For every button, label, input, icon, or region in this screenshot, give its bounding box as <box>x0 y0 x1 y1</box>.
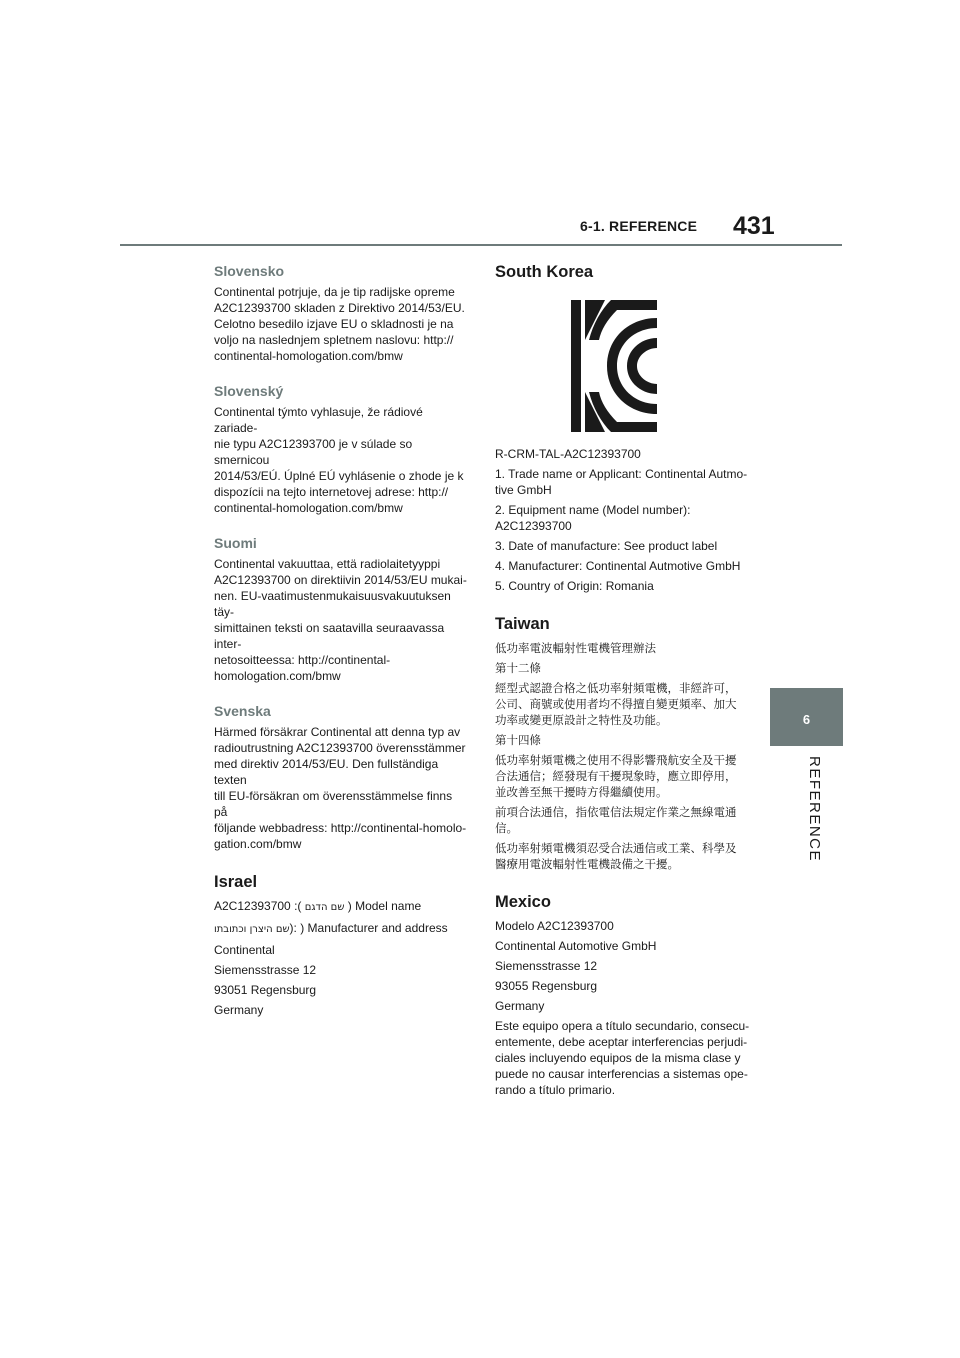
regulation-title: 低功率電波輻射性電機管理辦法 <box>495 641 656 655</box>
certification-number: R-CRM-TAL-A2C12393700 <box>495 447 641 461</box>
hebrew-manufacturer-label: שם היצרן וכתובתו <box>214 924 290 935</box>
right-column <box>495 262 751 1102</box>
section-suomi <box>214 534 468 684</box>
article-heading: 第十四條 <box>495 733 541 747</box>
address-line: 93051 Regensburg <box>214 983 317 997</box>
text-line: Continental potrjuje, da je tip radijske opreme <box>214 285 455 299</box>
text-line: ciales incluyendo equipos de la misma clase y <box>495 1051 741 1065</box>
section-heading: Slovenský <box>214 383 284 399</box>
text-line: entemente, debe aceptar interferencias perjudi- <box>495 1035 748 1049</box>
chapter-tab <box>770 688 843 746</box>
manufacturer-label: ): ) Manufacturer and address <box>289 921 448 935</box>
text-line: med direktiv 2014/53/EU. Den fullständiga texten <box>214 757 439 787</box>
korea-item <box>495 466 751 498</box>
text-line: 低功率射頻電機之使用不得影響飛航安全及干擾 <box>495 753 737 767</box>
mexico-notice <box>495 1018 751 1098</box>
text-line: A2C12393700 <box>495 519 572 533</box>
korea-item <box>495 502 751 534</box>
section-heading: Israel <box>214 873 258 891</box>
israel-model-line <box>214 898 468 916</box>
page-number: 431 <box>733 212 775 240</box>
text-line: A2C12393700 skladen z Direktivo 2014/53/EU. <box>214 301 465 315</box>
section-body <box>214 724 468 852</box>
section-heading: Mexico <box>495 893 551 911</box>
text-line: simittainen teksti on saatavilla seuraavassa inter- <box>214 621 445 651</box>
israel-manufacturer-line <box>214 920 468 938</box>
text-line: 信。 <box>495 821 518 835</box>
article-text <box>495 752 751 800</box>
kc-certification-mark-icon <box>571 300 657 432</box>
article-text <box>495 840 751 872</box>
header-section-title: 6-1. REFERENCE <box>580 218 698 234</box>
text-line: 1. Trade name or Applicant: Continental Autmo- <box>495 467 748 481</box>
text-line: 公司、商號或使用者均不得擅自變更頻率、加大 <box>495 697 737 711</box>
text-line: 經型式認證合格之低功率射頻電機，非經許可， <box>495 681 737 695</box>
section-israel <box>214 872 468 1018</box>
text-line: Continental týmto vyhlasuje, že rádiové zariade- <box>214 405 423 435</box>
section-south-korea <box>495 262 751 594</box>
text-line: Germany <box>495 999 545 1013</box>
section-svenska <box>214 702 468 852</box>
text-line: Celotno besedilo izjave EU o skladnosti je na <box>214 317 454 331</box>
text-line: rando a título primario. <box>495 1083 616 1097</box>
text-line: Siemensstrasse 12 <box>495 959 598 973</box>
text-line: puede no causar interferencias a sistemas ope- <box>495 1067 748 1081</box>
text-line: 2014/53/EÚ. Úplné EÚ vyhlásenie o zhode je k <box>214 469 464 483</box>
address-line: Germany <box>214 1003 264 1017</box>
korea-item: 4. Manufacturer: Continental Autmotive GmbH <box>495 559 741 573</box>
text-line: homologation.com/bmw <box>214 669 341 683</box>
hebrew-model-label: שם הדגם <box>304 902 345 913</box>
chapter-number: 6 <box>802 712 811 727</box>
text-line: A2C12393700 on direktiivin 2014/53/EU mukai- <box>214 573 467 587</box>
text-line: 93055 Regensburg <box>495 979 598 993</box>
text-line: continental-homologation.com/bmw <box>214 349 403 363</box>
section-slovensko <box>214 262 468 364</box>
text-line: Härmed försäkrar Continental att denna typ av <box>214 725 461 739</box>
text-line: följande webbadress: http://continental-homolo- <box>214 821 467 835</box>
article-heading: 第十二條 <box>495 661 541 675</box>
text-line: 醫療用電波輻射性電機設備之干擾。 <box>495 857 679 871</box>
address-line: Continental <box>214 943 275 957</box>
text-line: till EU-försäkran om överensstämmelse finns på <box>214 789 453 819</box>
text-line: gation.com/bmw <box>214 837 302 851</box>
text-line: 並改善至無干擾時方得繼續使用。 <box>495 785 668 799</box>
text-line: 低功率射頻電機須忍受合法通信或工業、科學及 <box>495 841 737 855</box>
text-line: voljo na naslednjem spletnem naslovu: http:// <box>214 333 454 347</box>
section-taiwan <box>495 614 751 872</box>
korea-item: 5. Country of Origin: Romania <box>495 579 654 593</box>
section-body <box>214 556 468 684</box>
header-divider <box>120 244 842 246</box>
article-text <box>495 680 751 728</box>
section-heading: Svenska <box>214 703 271 719</box>
text-line: radioutrustning A2C12393700 överensstämmer <box>214 741 466 755</box>
model-code: A2C12393700 :( <box>214 899 302 913</box>
text-line: nie typu A2C12393700 je v súlade so smernicou <box>214 437 413 467</box>
section-mexico <box>495 892 751 1098</box>
section-body <box>214 284 468 364</box>
section-heading: South Korea <box>495 263 594 281</box>
text-line: Continental Automotive GmbH <box>495 939 657 953</box>
article-text <box>495 804 751 836</box>
section-heading: Suomi <box>214 535 257 551</box>
text-line: 2. Equipment name (Model number): <box>495 503 691 517</box>
model-name-label: ) Model name <box>347 899 422 913</box>
text-line: dispozícii na tejto internetovej adrese: http:// <box>214 485 449 499</box>
section-slovensky <box>214 382 468 516</box>
chapter-side-title: REFERENCE <box>806 756 823 863</box>
text-line: 前項合法通信，指依電信法規定作業之無線電通 <box>495 805 737 819</box>
text-line: 合法通信；經發現有干擾現象時，應立即停用， <box>495 769 737 783</box>
text-line: continental-homologation.com/bmw <box>214 501 403 515</box>
text-line: nen. EU-vaatimustenmukaisuusvakuutuksen täy- <box>214 589 451 619</box>
korea-item: 3. Date of manufacture: See product label <box>495 539 718 553</box>
section-heading: Taiwan <box>495 615 550 633</box>
section-body <box>214 404 468 516</box>
text-line: Este equipo opera a título secundario, consecu- <box>495 1019 750 1033</box>
text-line: 功率或變更原設計之特性及功能。 <box>495 713 668 727</box>
text-line: Modelo A2C12393700 <box>495 919 614 933</box>
text-line: Continental vakuuttaa, että radiolaitetyyppi <box>214 557 441 571</box>
text-line: tive GmbH <box>495 483 552 497</box>
text-line: netosoitteessa: http://continental- <box>214 653 391 667</box>
address-line: Siemensstrasse 12 <box>214 963 317 977</box>
section-heading: Slovensko <box>214 263 285 279</box>
left-column <box>214 262 468 1022</box>
